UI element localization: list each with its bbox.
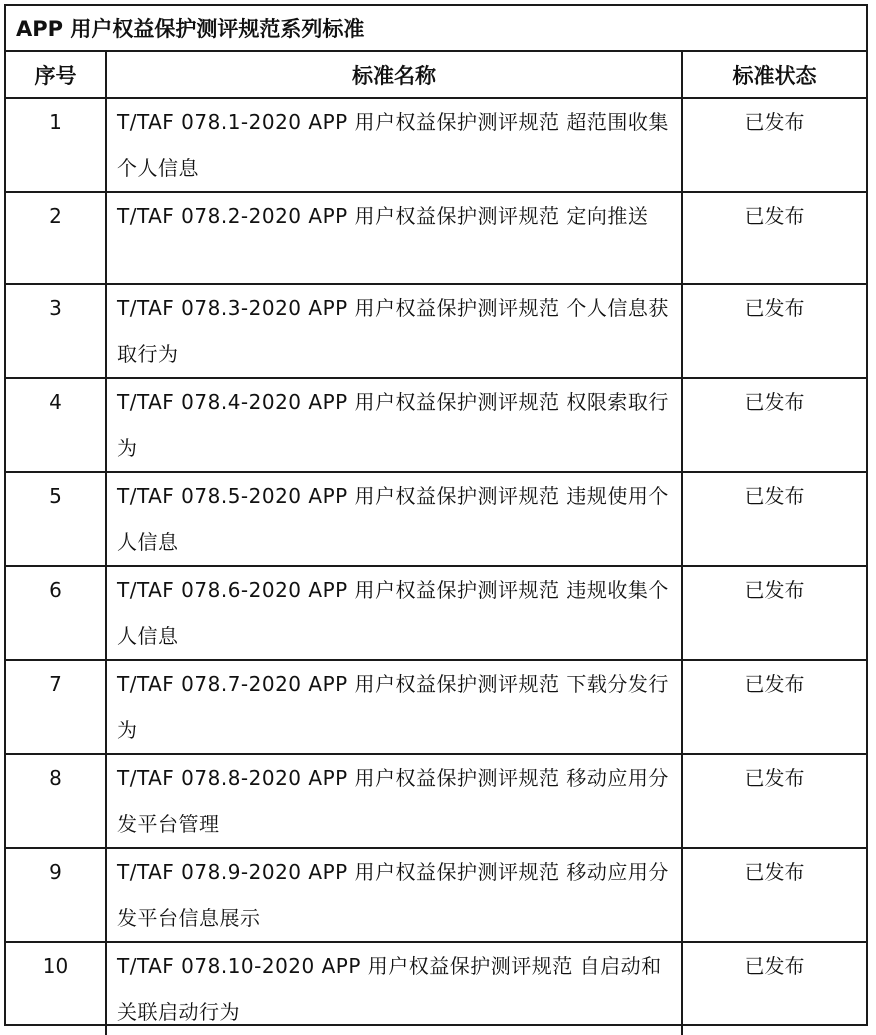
table-title: APP 用户权益保护测评规范系列标准: [6, 6, 866, 52]
row-status: 已发布: [744, 578, 805, 602]
table-body: [6, 98, 866, 1035]
header-index: 序号: [6, 52, 106, 98]
row-status: 已发布: [744, 296, 805, 320]
row-status-cell: [682, 472, 866, 566]
table-header-row: [6, 52, 866, 98]
row-status-cell: [682, 660, 866, 754]
row-status: 已发布: [744, 110, 805, 134]
row-index-cell: [6, 754, 106, 848]
row-status: 已发布: [744, 484, 805, 508]
row-index: 6: [49, 578, 62, 602]
row-standard-name: T/TAF 078.9-2020 APP 用户权益保护测评规范 移动应用分发平台信息展示: [117, 860, 669, 930]
row-standard-name: T/TAF 078.10-2020 APP 用户权益保护测评规范 自启动和关联启动行为: [117, 954, 662, 1024]
row-standard-name: T/TAF 078.5-2020 APP 用户权益保护测评规范 违规使用个人信息: [117, 484, 669, 554]
row-index: 8: [49, 766, 62, 790]
row-index-cell: [6, 566, 106, 660]
row-status-cell: [682, 848, 866, 942]
standards-table-container: [4, 4, 868, 1026]
row-index-cell: [6, 942, 106, 1035]
row-standard-name-cell: [106, 660, 682, 754]
row-standard-name-cell: [106, 98, 682, 192]
row-status: 已发布: [744, 672, 805, 696]
row-index: 3: [49, 296, 62, 320]
row-standard-name: T/TAF 078.6-2020 APP 用户权益保护测评规范 违规收集个人信息: [117, 578, 669, 648]
table-row: [6, 192, 866, 284]
row-standard-name-cell: [106, 942, 682, 1035]
row-index: 10: [42, 954, 69, 978]
row-index-cell: [6, 472, 106, 566]
row-standard-name: T/TAF 078.4-2020 APP 用户权益保护测评规范 权限索取行为: [117, 390, 669, 460]
standards-table: [6, 52, 866, 1035]
row-status-cell: [682, 942, 866, 1035]
row-standard-name-cell: [106, 284, 682, 378]
row-status-cell: [682, 192, 866, 284]
row-standard-name-cell: [106, 848, 682, 942]
table-row: [6, 942, 866, 1035]
row-index: 4: [49, 390, 62, 414]
row-status-cell: [682, 378, 866, 472]
row-index-cell: [6, 98, 106, 192]
row-status-cell: [682, 566, 866, 660]
row-index: 7: [49, 672, 62, 696]
row-standard-name-cell: [106, 566, 682, 660]
row-status: 已发布: [744, 860, 805, 884]
row-status: 已发布: [744, 766, 805, 790]
row-index-cell: [6, 660, 106, 754]
row-index: 5: [49, 484, 62, 508]
row-standard-name-cell: [106, 754, 682, 848]
header-status: 标准状态: [682, 52, 866, 98]
row-standard-name: T/TAF 078.1-2020 APP 用户权益保护测评规范 超范围收集个人信息: [117, 110, 669, 180]
row-status-cell: [682, 284, 866, 378]
table-row: [6, 566, 866, 660]
row-index-cell: [6, 192, 106, 284]
table-row: [6, 848, 866, 942]
row-index: 1: [49, 110, 62, 134]
table-row: [6, 284, 866, 378]
row-status-cell: [682, 98, 866, 192]
table-row: [6, 754, 866, 848]
row-standard-name: T/TAF 078.3-2020 APP 用户权益保护测评规范 个人信息获取行为: [117, 296, 669, 366]
row-status: 已发布: [744, 390, 805, 414]
row-index: 2: [49, 204, 62, 228]
row-status: 已发布: [744, 204, 805, 228]
table-row: [6, 660, 866, 754]
table-row: [6, 98, 866, 192]
row-status: 已发布: [744, 954, 805, 978]
table-row: [6, 378, 866, 472]
table-row: [6, 472, 866, 566]
row-index-cell: [6, 848, 106, 942]
row-standard-name: T/TAF 078.2-2020 APP 用户权益保护测评规范 定向推送: [117, 204, 649, 228]
row-standard-name-cell: [106, 192, 682, 284]
row-standard-name: T/TAF 078.7-2020 APP 用户权益保护测评规范 下载分发行为: [117, 672, 669, 742]
row-standard-name: T/TAF 078.8-2020 APP 用户权益保护测评规范 移动应用分发平台管理: [117, 766, 669, 836]
row-index-cell: [6, 284, 106, 378]
row-index-cell: [6, 378, 106, 472]
row-standard-name-cell: [106, 378, 682, 472]
row-standard-name-cell: [106, 472, 682, 566]
row-index: 9: [49, 860, 62, 884]
header-name: 标准名称: [106, 52, 682, 98]
row-status-cell: [682, 754, 866, 848]
